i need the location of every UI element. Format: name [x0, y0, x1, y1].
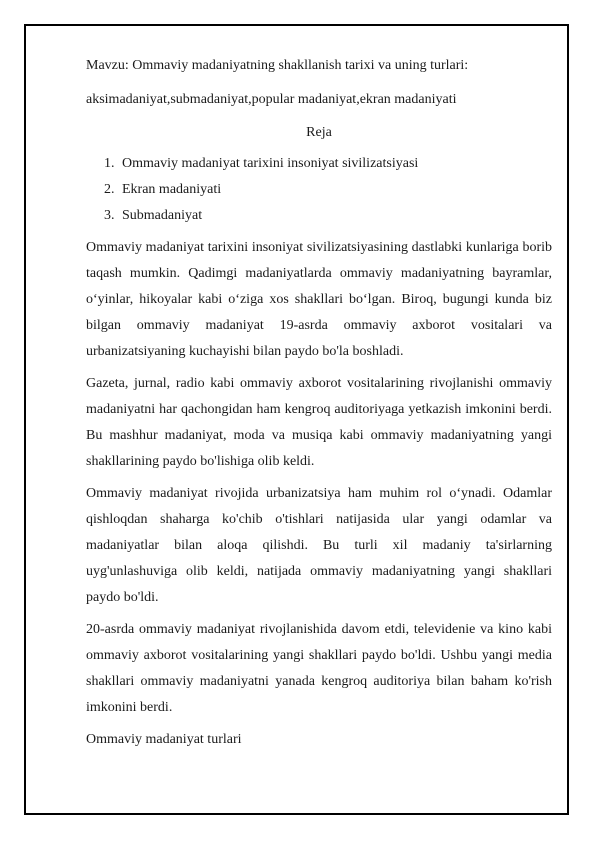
plan-item [86, 203, 552, 229]
body-paragraph: 20-asrda ommaviy madaniyat rivojlanishida davom etdi, televidenie va kino kabi ommaviy axborot vositalarining yangi shakllari paydo bo'ldi. Ushbu yangi media shakllari ommaviy madaniyatni yanada kengroq auditoriya bilan baham ko'rish imkonini berdi. [86, 622, 552, 715]
document-title-line-2: aksimadaniyat,submadaniyat,popular madaniyat,ekran madaniyati [86, 92, 457, 107]
plan-item-number: 1. [104, 156, 115, 171]
section-heading: Ommaviy madaniyat turlari [86, 732, 242, 747]
document-title-line-1: Mavzu: Ommaviy madaniyatning shakllanish tarixi va uning turlari: [86, 58, 469, 73]
plan-item-text: Ommaviy madaniyat tarixini insoniyat sivilizatsiyasi [122, 156, 419, 171]
body-paragraph: Gazeta, jurnal, radio kabi ommaviy axborot vositalarining rivojlanishi ommaviy madaniyatni har qachongidan ham kengroq auditoriyaga yetkazish imkonini berdi. Bu mashhur madaniyat, moda va musiqa kabi ommaviy madaniyatning yangi shakllarining paydo bo'lishiga olib keldi. [86, 376, 552, 469]
plan-item-number: 2. [104, 182, 115, 197]
plan-item-text: Submadaniyat [122, 208, 203, 223]
plan-item [86, 151, 552, 177]
plan-item [86, 177, 552, 203]
plan-item-text: Ekran madaniyati [122, 182, 222, 197]
plan-heading: Reja [306, 125, 332, 140]
plan-item-number: 3. [104, 208, 115, 223]
body-paragraph: Ommaviy madaniyat rivojida urbanizatsiya ham muhim rol o‘ynadi. Odamlar qishloqdan shaharga ko'chib o'tishlari natijasida ular yangi odamlar va madaniyatlar bilan aloqa qilishdi. Bu turli xil madaniy ta'sirlarning uyg'unlashuviga olib keldi, natijada ommaviy madaniyatning yangi shakllari paydo bo'ldi. [86, 486, 552, 605]
document-body [86, 56, 552, 753]
plan-list [86, 151, 552, 229]
body-paragraph: Ommaviy madaniyat tarixini insoniyat sivilizatsiyasining dastlabki kunlariga borib taqash mumkin. Qadimgi madaniyatlarda ommaviy madaniyatning bayramlar, o‘yinlar, hikoyalar kabi o‘ziga xos shakllari bo‘lgan. Biroq, bugungi kunda biz bilgan ommaviy madaniyat 19-asrda ommaviy axborot vositalari va urbanizatsiyaning kuchayishi bilan paydo bo'la boshladi. [86, 240, 552, 359]
